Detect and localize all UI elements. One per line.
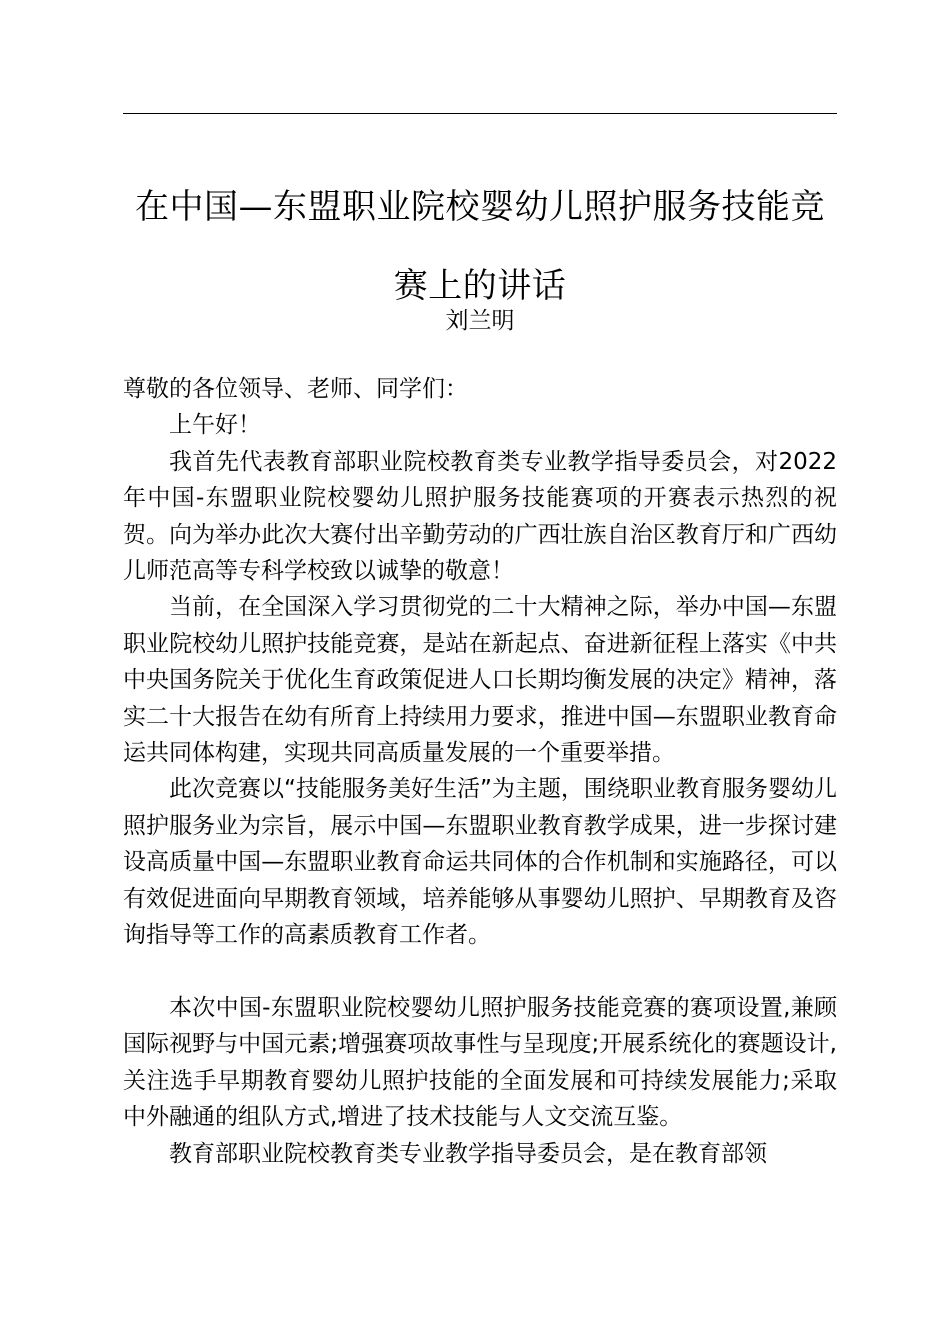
paragraph-event-design: 本次中国-东盟职业院校婴幼儿照护服务技能竞赛的赛项设置,兼顾国际视野与中国元素;增强赛项故事性与呈现度;开展系统化的赛题设计,关注选手早期教育婴幼儿照护技能的全面发展和可持续发展能力;采取中外融通的组队方式,增进了技术技能与人文交流互鉴。 — [123, 994, 837, 1131]
speech-body — [123, 371, 837, 1172]
paragraph-committee: 教育部职业院校教育类专业教学指导委员会，是在教育部领 — [169, 1140, 767, 1167]
document-title: 在中国—东盟职业院校婴幼儿照护服务技能竞赛上的讲话 — [135, 187, 825, 306]
paragraph-congratulations: 我首先代表教育部职业院校教育类专业教学指导委员会，对2022年中国-东盟职业院校婴幼儿照护服务技能赛项的开赛表示热烈的祝贺。向为举办此次大赛付出辛勤劳动的广西壮族自治区教育厅和广西幼儿师范高等专科学校致以诚挚的敬意！ — [123, 448, 837, 585]
paragraph-theme: 此次竞赛以“技能服务美好生活”为主题，围绕职业教育服务婴幼儿照护服务业为宗旨，展示中国—东盟职业教育教学成果，进一步探讨建设高质量中国—东盟职业教育命运共同体的合作机制和实施路径，可以有效促进面向早期教育领域，培养能够从事婴幼儿照护、早期教育及咨询指导等工作的高素质教育工作者。 — [123, 776, 837, 949]
author-name: 刘兰明 — [445, 308, 515, 334]
paragraph-context: 当前，在全国深入学习贯彻党的二十大精神之际，举办中国—东盟职业院校幼儿照护技能竞赛，是站在新起点、奋进新征程上落实《中共中央国务院关于优化生育政策促进人口长期均衡发展的决定》精神，落实二十大报告在幼有所育上持续用力要求，推进中国—东盟职业教育命运共同体构建，实现共同高质量发展的一个重要举措。 — [123, 594, 837, 767]
salutation: 尊敬的各位领导、老师、同学们： — [123, 376, 468, 402]
paragraph-spacer — [123, 954, 837, 990]
header-rule — [123, 113, 837, 114]
paragraph-greeting: 上午好！ — [169, 412, 261, 439]
